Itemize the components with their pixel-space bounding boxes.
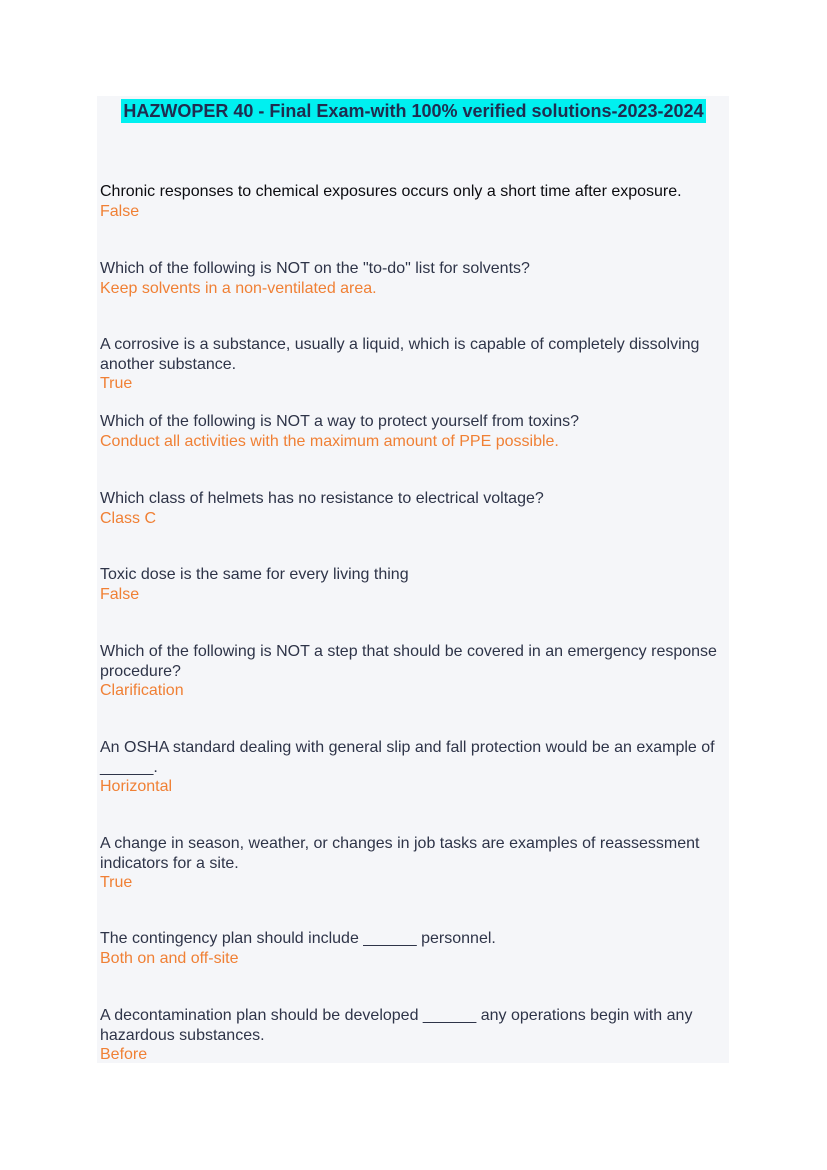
question-text: Which class of helmets has no resistance to electrical voltage? (100, 490, 544, 507)
qa-item-11 (100, 1006, 732, 1065)
qa-item-3 (100, 335, 732, 394)
answer-text: False (100, 585, 140, 603)
question-text: Which of the following is NOT a way to protect yourself from toxins? (100, 413, 580, 430)
question-text: Chronic responses to chemical exposures occurs only a short time after exposure. (100, 183, 682, 200)
question-text: Which of the following is NOT a step that should be covered in an emergency response procedure? (100, 643, 717, 680)
answer-text: False (100, 202, 140, 220)
qa-item-2 (100, 259, 732, 298)
question-text: The contingency plan should include ______ personnel. (100, 930, 496, 947)
title-container (0, 99, 827, 123)
qa-item-1 (100, 182, 732, 221)
answer-text: Conduct all activities with the maximum amount of PPE possible. (100, 432, 559, 450)
document-title: HAZWOPER 40 - Final Exam-with 100% verified solutions-2023-2024 (123, 101, 704, 121)
question-text: A change in season, weather, or changes in job tasks are examples of reassessment indicators for a site. (100, 835, 700, 872)
qa-item-5 (100, 489, 732, 528)
answer-text: Both on and off-site (100, 949, 239, 967)
qa-item-8 (100, 738, 732, 797)
qa-item-9 (100, 834, 732, 893)
question-text: An OSHA standard dealing with general slip and fall protection would be an example of ______. (100, 739, 715, 776)
answer-text: Class C (100, 509, 157, 527)
answer-text: Before (100, 1046, 148, 1063)
question-text: Toxic dose is the same for every living thing (100, 566, 409, 583)
qa-item-10 (100, 929, 732, 968)
answer-text: Horizontal (100, 778, 173, 795)
qa-item-7 (100, 642, 732, 701)
answer-text: Keep solvents in a non-ventilated area. (100, 279, 377, 297)
question-text: A decontamination plan should be developed ______ any operations begin with any hazardous substances. (100, 1007, 693, 1044)
question-text: Which of the following is NOT on the "to-do" list for solvents? (100, 260, 530, 277)
qa-item-4 (100, 412, 732, 451)
answer-text: True (100, 375, 133, 392)
answer-text: True (100, 874, 133, 891)
qa-item-6 (100, 565, 732, 604)
question-text: A corrosive is a substance, usually a liquid, which is capable of completely dissolving another substance. (100, 336, 700, 373)
answer-text: Clarification (100, 682, 184, 699)
